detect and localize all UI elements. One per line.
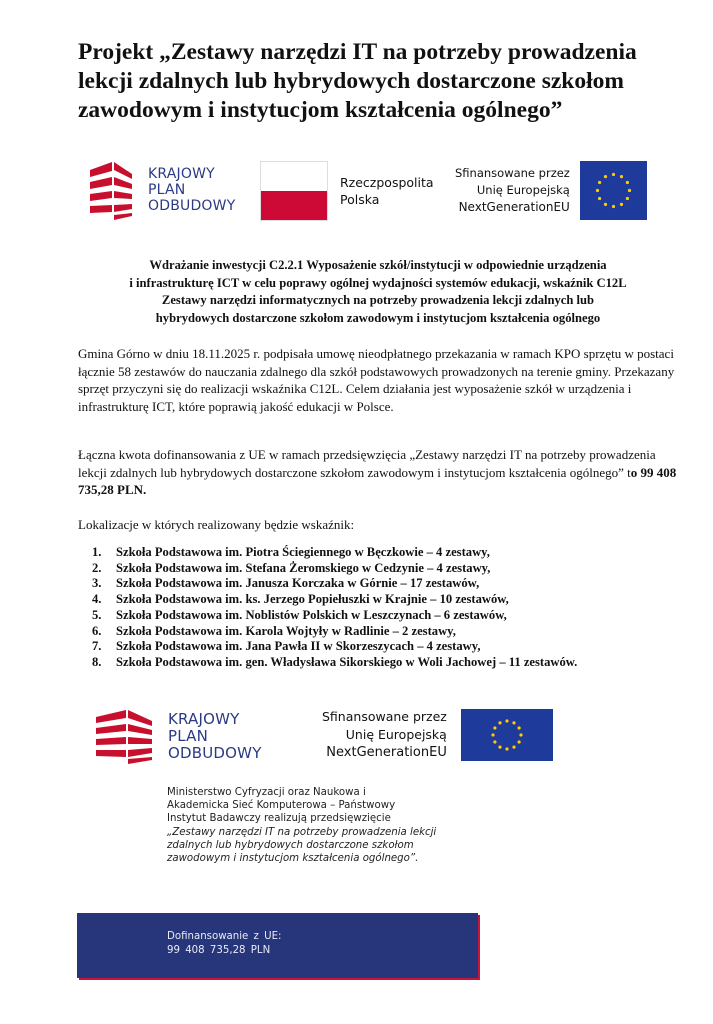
polish-flag-icon [260, 161, 328, 221]
ministry-line: Ministerstwo Cyfryzacji oraz Naukowa i [167, 787, 366, 798]
intro-paragraph: Gmina Górno w dniu 18.11.2025 r. podpisała umowę nieodpłatnego przekazania w ramach KPO sprzętu w postaci łącznie 58 zestawów do nauczania zdalnego dla szkół podstawowych prowadzonych na terenie gminy. Przekazany sprzęt przyczyni się do realizacji wskaźnika C12L. Celem działania jest wyposażenie szkół w urządzenia i infrastrukturę ICT, które poprawią jakość edukacji w Polsce. [78, 346, 675, 414]
banner-label: Dofinansowanie z UE: [167, 931, 282, 942]
banner-amount: 99 408 735,28 PLN [167, 945, 271, 956]
kpo-line: PLAN [148, 182, 186, 198]
kpo-building-icon [96, 707, 154, 765]
list-item [92, 561, 692, 577]
ministry-italic-line: zdalnych lub hybrydowych dostarczone szkołom [167, 839, 414, 851]
subheading-line: hybrydowych dostarczone szkołom zawodowym i instytucjom kształcenia ogólnego [155, 310, 601, 325]
locations-intro: Lokalizacje w których realizowany będzie wskaźnik: [78, 517, 355, 532]
kpo-line: KRAJOWY [168, 709, 240, 728]
item-number: 2. [92, 560, 102, 575]
investment-subheading [78, 257, 678, 327]
ministry-line: Instytut Badawczy realizują przedsięwzięcie [167, 813, 391, 825]
item-text: Szkoła Podstawowa im. Janusza Korczaka w Górnie – 17 zestawów, [116, 576, 480, 591]
item-number: 8. [92, 654, 102, 669]
kpo-line: KRAJOWY [148, 166, 215, 182]
item-number: 5. [92, 607, 102, 622]
subheading-line: Zestawy narzędzi informatycznych na potrzeby prowadzenia lekcji zdalnych lub [161, 293, 595, 307]
item-number: 4. [92, 592, 102, 607]
ministry-note [167, 786, 467, 865]
poland-line: Polska [340, 192, 380, 207]
item-text: Szkoła Podstawowa im. gen. Władysława Sikorskiego w Woli Jachowej – 11 zestawów. [116, 654, 578, 669]
item-text: Szkoła Podstawowa im. Jana Pawła II w Skorzeszycach – 4 zestawy, [116, 639, 481, 654]
list-item [92, 592, 692, 608]
footer-eu-logo [322, 708, 553, 762]
kpo-line: ODBUDOWY [148, 198, 236, 214]
eu-logo [455, 161, 647, 220]
ministry-italic-line: „Zestawy narzędzi IT na potrzeby prowadzenia lekcji [167, 826, 437, 838]
eu-line: NextGenerationEU [326, 745, 447, 760]
eu-line: Sfinansowane przez [322, 709, 447, 724]
kpo-line: PLAN [168, 726, 209, 745]
item-text: Szkoła Podstawowa im. Piotra Ściegiennego w Bęczkowie – 4 zestawy, [116, 545, 490, 559]
eu-line: Sfinansowane przez [455, 166, 570, 180]
item-text: Szkoła Podstawowa im. ks. Jerzego Popiełuszki w Krajnie – 10 zestawów, [116, 592, 509, 607]
item-number: 6. [92, 623, 102, 638]
ministry-italic-line: zawodowym i instytucjom kształcenia ogólnego”. [167, 853, 419, 865]
list-item [92, 576, 692, 592]
subheading-line: Wdrażanie inwestycji C2.2.1 Wyposażenie szkół/instytucji w odpowiednie urządzenia [149, 258, 607, 272]
list-item [92, 639, 692, 655]
eu-line: NextGenerationEU [458, 200, 570, 214]
eu-line: Unię Europejską [476, 183, 570, 197]
funding-paragraph [78, 446, 678, 499]
poland-logo [260, 161, 434, 221]
list-item [92, 624, 692, 640]
item-text: Szkoła Podstawowa im. Noblistów Polskich w Leszczynach – 6 zestawów, [116, 607, 507, 622]
page-title: Projekt „Zestawy narzędzi IT na potrzeby prowadzenia lekcji zdalnych lub hybrydowych dostarczone szkołom zawodowym i instytucjom kształcenia ogólnego” [78, 39, 637, 123]
kpo-building-icon [90, 158, 134, 222]
eu-flag-icon [580, 161, 647, 220]
funding-banner [77, 913, 478, 978]
eu-flag-icon [461, 709, 553, 761]
item-text: Szkoła Podstawowa im. Karola Wojtyły w Radlinie – 2 zestawy, [116, 623, 456, 638]
item-text: Szkoła Podstawowa im. Stefana Żeromskiego w Cedzynie – 4 zestawy, [116, 560, 491, 575]
kpo-logo [90, 158, 235, 222]
item-number: 3. [92, 576, 102, 591]
item-number: 7. [92, 639, 102, 654]
kpo-line: ODBUDOWY [168, 743, 262, 762]
funding-amount: o 99 408 735,28 PLN. [78, 464, 677, 497]
poland-line: Rzeczpospolita [340, 175, 434, 190]
subheading-line: i infrastrukturę ICT w celu poprawy ogólnej wydajności systemów edukacji, wskaźnik C12L [129, 275, 627, 290]
locations-list [92, 545, 692, 671]
eu-line: Unię Europejską [345, 727, 447, 742]
ministry-line: Akademicka Sieć Komputerowa – Państwowy [167, 800, 396, 812]
list-item [92, 608, 692, 624]
list-item [92, 655, 692, 671]
footer-kpo-logo [96, 707, 262, 765]
item-number: 1. [92, 545, 102, 559]
list-item [92, 545, 692, 561]
funding-text: Łączna kwota dofinansowania z UE w ramach przedsięwzięcia „Zestawy narzędzi IT na potrzeby prowadzenia lekcji zdalnych lub hybrydowych dostarczone szkołom zawodowym i instytucjom kształcenia ogólnego” t [78, 447, 656, 480]
